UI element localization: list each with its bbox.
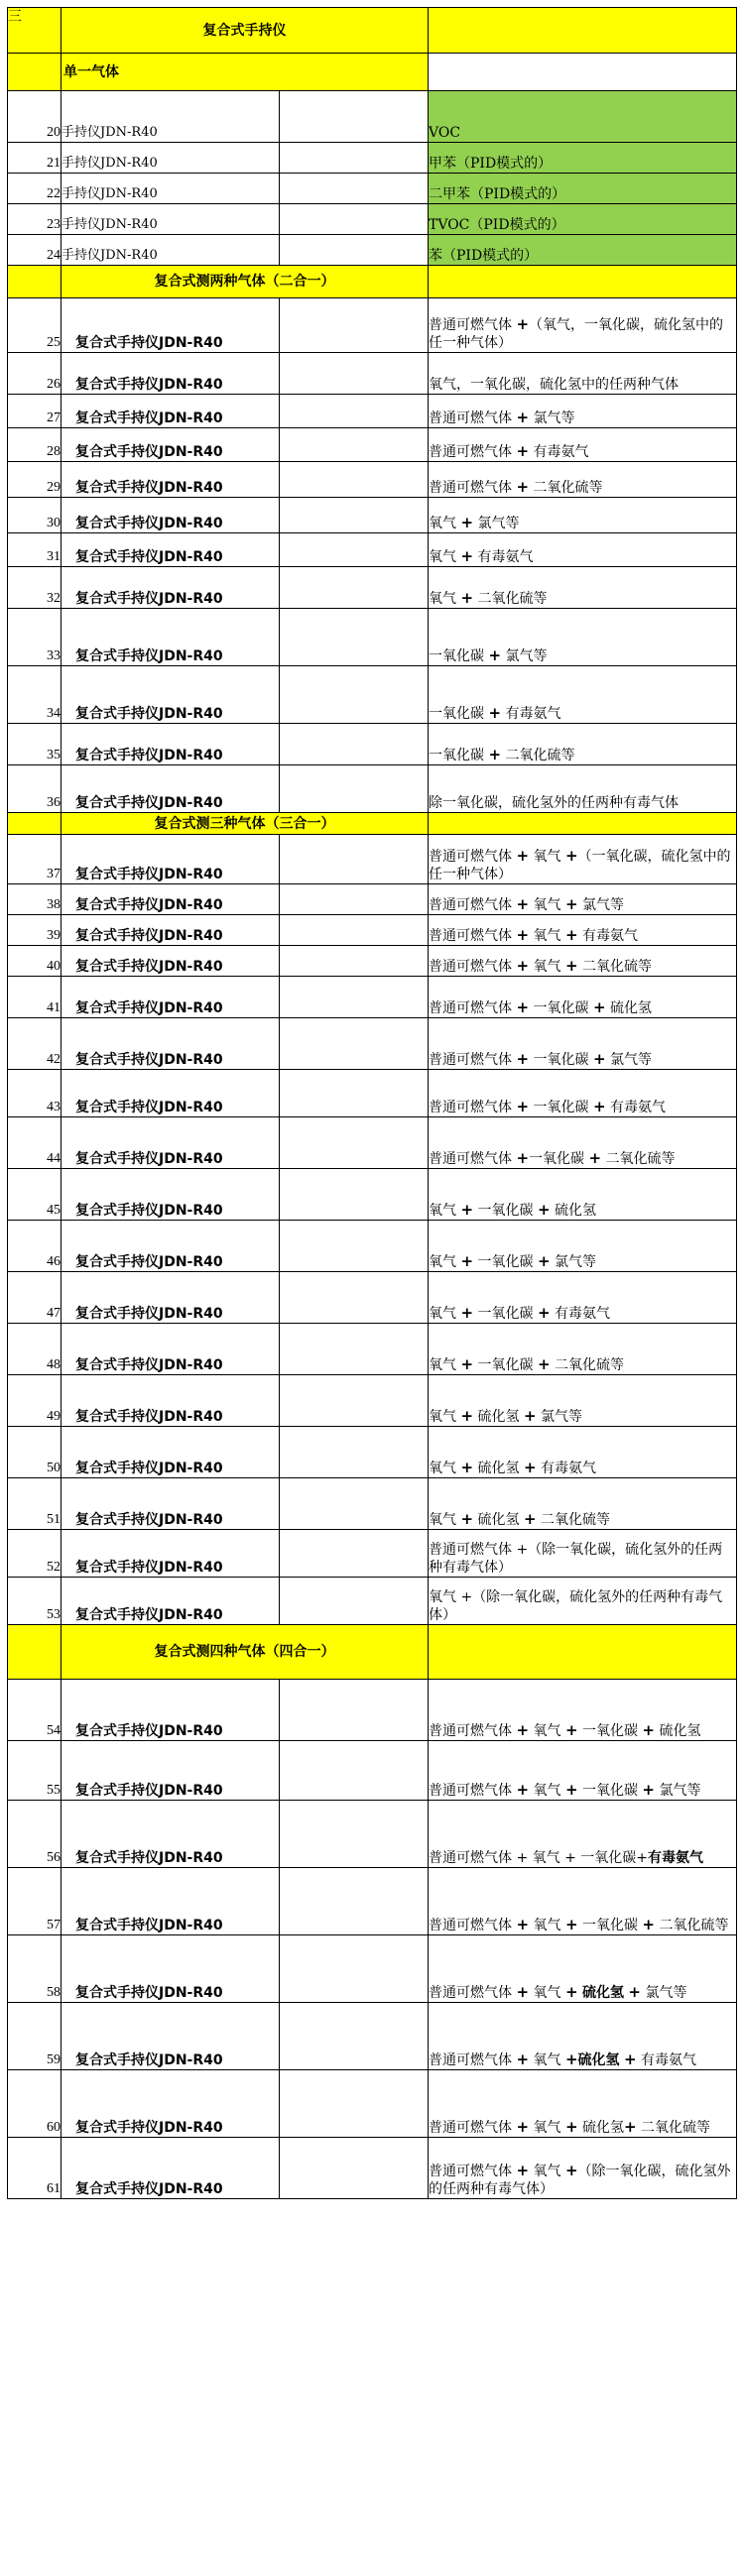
- blank-cell: [280, 498, 429, 533]
- row-number: 46: [8, 1221, 62, 1272]
- table-row: [8, 1272, 737, 1324]
- row-number: 36: [8, 765, 62, 813]
- row-number: 37: [8, 835, 62, 884]
- gas-description: 普通可燃气体 +（氧气，一氧化碳，硫化氢中的任一种气体）: [429, 298, 737, 353]
- blank-cell: [280, 567, 429, 609]
- product-name: 复合式手持仪JDN-R40: [62, 567, 280, 609]
- table-row: [8, 1801, 737, 1868]
- gas-description: 一氧化碳 + 二氧化硫等: [429, 724, 737, 765]
- subsection-blank-cell: [8, 54, 62, 91]
- table-row: [8, 204, 737, 235]
- product-name: 复合式手持仪JDN-R40: [62, 1221, 280, 1272]
- gas-description: 苯（PID模式的）: [429, 235, 737, 266]
- table-row: [8, 835, 737, 884]
- product-table: [7, 7, 737, 2199]
- product-name: 手持仪JDN-R40: [62, 235, 280, 266]
- product-name: 复合式手持仪JDN-R40: [62, 2070, 280, 2138]
- row-number: 25: [8, 298, 62, 353]
- row-number: 45: [8, 1169, 62, 1221]
- gas-description: 氧气 + 一氧化碳 + 氯气等: [429, 1221, 737, 1272]
- gas-description: 普通可燃气体 + 一氧化碳 + 氯气等: [429, 1018, 737, 1070]
- subsection-desc-cell: [429, 54, 737, 91]
- product-name: 复合式手持仪JDN-R40: [62, 353, 280, 395]
- blank-cell: [280, 204, 429, 235]
- product-name: 手持仪JDN-R40: [62, 174, 280, 204]
- blank-cell: [280, 428, 429, 462]
- blank-cell: [280, 174, 429, 204]
- blank-cell: [280, 946, 429, 977]
- table-row: [8, 915, 737, 946]
- row-number: 20: [8, 91, 62, 143]
- row-number: 39: [8, 915, 62, 946]
- table-row: [8, 428, 737, 462]
- product-name: 手持仪JDN-R40: [62, 204, 280, 235]
- blank-cell: [280, 2138, 429, 2199]
- table-row: [8, 977, 737, 1018]
- gas-description: 普通可燃气体 +一氧化碳 + 二氧化硫等: [429, 1117, 737, 1169]
- row-number: 29: [8, 462, 62, 498]
- row-number: 52: [8, 1530, 62, 1578]
- table-row: [8, 235, 737, 266]
- product-name: 复合式手持仪JDN-R40: [62, 765, 280, 813]
- gas-description: 普通可燃气体 + 二氧化硫等: [429, 462, 737, 498]
- table-row: [8, 1018, 737, 1070]
- table-row: [8, 1427, 737, 1478]
- blank-cell: [280, 91, 429, 143]
- blank-cell: [280, 1169, 429, 1221]
- row-number: 30: [8, 498, 62, 533]
- gas-description: 普通可燃气体 +（除一氧化碳，硫化氢外的任两种有毒气体）: [429, 1530, 737, 1578]
- table-row: [8, 1324, 737, 1375]
- product-name: 复合式手持仪JDN-R40: [62, 298, 280, 353]
- blank-cell: [280, 2070, 429, 2138]
- gas-description: 普通可燃气体 + 氧气 +硫化氢 + 有毒氨气: [429, 2003, 737, 2070]
- product-name: 复合式手持仪JDN-R40: [62, 1427, 280, 1478]
- product-name: 复合式手持仪JDN-R40: [62, 1478, 280, 1530]
- product-name: 复合式手持仪JDN-R40: [62, 1324, 280, 1375]
- blank-cell: [280, 533, 429, 567]
- row-number: 33: [8, 609, 62, 666]
- table-row: [8, 1117, 737, 1169]
- table-row: [8, 2138, 737, 2199]
- gas-description: 普通可燃气体 + 氯气等: [429, 395, 737, 428]
- section-title: 复合式手持仪: [62, 8, 429, 54]
- gas-description: 氧气 + 一氧化碳 + 二氧化硫等: [429, 1324, 737, 1375]
- subsection-blank-cell: [8, 266, 62, 298]
- row-number: 41: [8, 977, 62, 1018]
- table-row: [8, 143, 737, 174]
- table-row: [8, 567, 737, 609]
- blank-cell: [280, 765, 429, 813]
- blank-cell: [280, 1530, 429, 1578]
- table-row: [8, 1578, 737, 1625]
- gas-description: 普通可燃气体 + 氧气 + 一氧化碳 + 硫化氢: [429, 1680, 737, 1741]
- blank-cell: [280, 1070, 429, 1117]
- table-row: [8, 1741, 737, 1801]
- row-number: 48: [8, 1324, 62, 1375]
- gas-description: 二甲苯（PID模式的）: [429, 174, 737, 204]
- gas-description: 普通可燃气体 + 氧气 + 一氧化碳+有毒氨气: [429, 1801, 737, 1868]
- row-number: 21: [8, 143, 62, 174]
- subsection-title: 复合式测两种气体（二合一）: [62, 266, 429, 298]
- product-name: 复合式手持仪JDN-R40: [62, 2138, 280, 2199]
- blank-cell: [280, 1741, 429, 1801]
- gas-description: 氧气 + 硫化氢 + 有毒氨气: [429, 1427, 737, 1478]
- product-name: 复合式手持仪JDN-R40: [62, 609, 280, 666]
- gas-description: 氧气 + 有毒氨气: [429, 533, 737, 567]
- gas-description: 普通可燃气体 + 一氧化碳 + 有毒氨气: [429, 1070, 737, 1117]
- row-number: 53: [8, 1578, 62, 1625]
- row-number: 35: [8, 724, 62, 765]
- gas-description: 普通可燃气体 + 氧气 + 硫化氢+ 二氧化硫等: [429, 2070, 737, 2138]
- gas-description: 氧气 + 一氧化碳 + 有毒氨气: [429, 1272, 737, 1324]
- product-table-body: [8, 8, 737, 2199]
- blank-cell: [280, 609, 429, 666]
- subsection-title: 单一气体: [62, 54, 429, 91]
- blank-cell: [280, 724, 429, 765]
- row-number: 44: [8, 1117, 62, 1169]
- product-name: 复合式手持仪JDN-R40: [62, 1935, 280, 2003]
- blank-cell: [280, 1324, 429, 1375]
- gas-description: 氧气 + 二氧化硫等: [429, 567, 737, 609]
- table-row: [8, 609, 737, 666]
- product-name: 复合式手持仪JDN-R40: [62, 977, 280, 1018]
- product-name: 复合式手持仪JDN-R40: [62, 498, 280, 533]
- row-number: 50: [8, 1427, 62, 1478]
- product-name: 复合式手持仪JDN-R40: [62, 428, 280, 462]
- blank-cell: [280, 1117, 429, 1169]
- product-name: 复合式手持仪JDN-R40: [62, 915, 280, 946]
- gas-description: 氧气 + 一氧化碳 + 硫化氢: [429, 1169, 737, 1221]
- row-number: 57: [8, 1868, 62, 1935]
- blank-cell: [280, 1018, 429, 1070]
- gas-description: 普通可燃气体 + 有毒氨气: [429, 428, 737, 462]
- table-row: [8, 724, 737, 765]
- blank-cell: [280, 1680, 429, 1741]
- blank-cell: [280, 1935, 429, 2003]
- blank-cell: [280, 1221, 429, 1272]
- product-name: 复合式手持仪JDN-R40: [62, 1272, 280, 1324]
- table-row: [8, 298, 737, 353]
- row-number: 31: [8, 533, 62, 567]
- product-name: 复合式手持仪JDN-R40: [62, 1375, 280, 1427]
- row-number: 32: [8, 567, 62, 609]
- gas-description: 普通可燃气体 + 氧气 + 二氧化硫等: [429, 946, 737, 977]
- gas-description: 普通可燃气体 + 氧气 +（除一氧化碳，硫化氢外的任两种有毒气体）: [429, 2138, 737, 2199]
- blank-cell: [280, 1427, 429, 1478]
- subsection-header-row: [8, 813, 737, 835]
- subsection-blank-cell: [8, 813, 62, 835]
- product-name: 复合式手持仪JDN-R40: [62, 1578, 280, 1625]
- blank-cell: [280, 462, 429, 498]
- product-name: 复合式手持仪JDN-R40: [62, 462, 280, 498]
- table-row: [8, 1221, 737, 1272]
- blank-cell: [280, 1272, 429, 1324]
- table-row: [8, 462, 737, 498]
- product-name: 复合式手持仪JDN-R40: [62, 1070, 280, 1117]
- subsection-desc-cell: [429, 1625, 737, 1680]
- blank-cell: [280, 353, 429, 395]
- blank-cell: [280, 915, 429, 946]
- blank-cell: [280, 143, 429, 174]
- blank-cell: [280, 835, 429, 884]
- blank-cell: [280, 884, 429, 915]
- row-number: 61: [8, 2138, 62, 2199]
- row-number: 59: [8, 2003, 62, 2070]
- row-number: 40: [8, 946, 62, 977]
- row-number: 47: [8, 1272, 62, 1324]
- product-name: 手持仪JDN-R40: [62, 91, 280, 143]
- table-row: [8, 666, 737, 724]
- gas-description: 普通可燃气体 + 氧气 + 氯气等: [429, 884, 737, 915]
- gas-description: TVOC（PID模式的）: [429, 204, 737, 235]
- table-row: [8, 1070, 737, 1117]
- gas-description: 氧气 + 硫化氢 + 二氧化硫等: [429, 1478, 737, 1530]
- blank-cell: [280, 1578, 429, 1625]
- blank-cell: [280, 235, 429, 266]
- gas-description: 氧气，一氧化碳，硫化氢中的任两种气体: [429, 353, 737, 395]
- product-name: 复合式手持仪JDN-R40: [62, 724, 280, 765]
- gas-description: 普通可燃气体 + 氧气 +（一氧化碳，硫化氢中的任一种气体）: [429, 835, 737, 884]
- row-number: 27: [8, 395, 62, 428]
- blank-cell: [280, 977, 429, 1018]
- product-name: 复合式手持仪JDN-R40: [62, 1801, 280, 1868]
- product-name: 复合式手持仪JDN-R40: [62, 1117, 280, 1169]
- product-name: 复合式手持仪JDN-R40: [62, 395, 280, 428]
- row-number: 54: [8, 1680, 62, 1741]
- table-row: [8, 1530, 737, 1578]
- row-number: 34: [8, 666, 62, 724]
- gas-description: 普通可燃气体 + 氧气 + 有毒氨气: [429, 915, 737, 946]
- subsection-desc-cell: [429, 813, 737, 835]
- table-row: [8, 1478, 737, 1530]
- gas-description: VOC: [429, 91, 737, 143]
- row-number: 43: [8, 1070, 62, 1117]
- table-row: [8, 498, 737, 533]
- row-number: 49: [8, 1375, 62, 1427]
- gas-description: 普通可燃气体 + 氧气 + 一氧化碳 + 氯气等: [429, 1741, 737, 1801]
- blank-cell: [280, 395, 429, 428]
- row-number: 42: [8, 1018, 62, 1070]
- table-row: [8, 1935, 737, 2003]
- product-name: 复合式手持仪JDN-R40: [62, 884, 280, 915]
- table-row: [8, 533, 737, 567]
- gas-description: 氧气 + 硫化氢 + 氯气等: [429, 1375, 737, 1427]
- subsection-desc-cell: [429, 266, 737, 298]
- row-number: 38: [8, 884, 62, 915]
- product-name: 手持仪JDN-R40: [62, 143, 280, 174]
- gas-description: 普通可燃气体 + 一氧化碳 + 硫化氢: [429, 977, 737, 1018]
- table-row: [8, 765, 737, 813]
- blank-cell: [280, 1375, 429, 1427]
- subsection-blank-cell: [8, 1625, 62, 1680]
- row-number: 28: [8, 428, 62, 462]
- table-row: [8, 1868, 737, 1935]
- product-name: 复合式手持仪JDN-R40: [62, 2003, 280, 2070]
- table-row: [8, 174, 737, 204]
- blank-cell: [280, 1801, 429, 1868]
- row-number: 23: [8, 204, 62, 235]
- blank-cell: [280, 666, 429, 724]
- product-name: 复合式手持仪JDN-R40: [62, 533, 280, 567]
- row-number: 55: [8, 1741, 62, 1801]
- product-name: 复合式手持仪JDN-R40: [62, 1169, 280, 1221]
- blank-cell: [280, 1868, 429, 1935]
- gas-description: 普通可燃气体 + 氧气 + 一氧化碳 + 二氧化硫等: [429, 1868, 737, 1935]
- table-row: [8, 91, 737, 143]
- subsection-title: 复合式测三种气体（三合一）: [62, 813, 429, 835]
- table-row: [8, 2070, 737, 2138]
- blank-cell: [280, 298, 429, 353]
- section-header-row: [8, 8, 737, 54]
- row-number: 60: [8, 2070, 62, 2138]
- row-number: 22: [8, 174, 62, 204]
- section-number: 三: [8, 8, 62, 54]
- subsection-header-row: [8, 266, 737, 298]
- gas-description: 甲苯（PID模式的）: [429, 143, 737, 174]
- subsection-header-row: [8, 54, 737, 91]
- product-name: 复合式手持仪JDN-R40: [62, 946, 280, 977]
- table-row: [8, 2003, 737, 2070]
- section-desc-cell: [429, 8, 737, 54]
- product-name: 复合式手持仪JDN-R40: [62, 1680, 280, 1741]
- subsection-header-row: [8, 1625, 737, 1680]
- row-number: 56: [8, 1801, 62, 1868]
- gas-description: 普通可燃气体 + 氧气 + 硫化氢 + 氯气等: [429, 1935, 737, 2003]
- table-row: [8, 884, 737, 915]
- table-row: [8, 946, 737, 977]
- product-name: 复合式手持仪JDN-R40: [62, 1868, 280, 1935]
- row-number: 51: [8, 1478, 62, 1530]
- gas-description: 氧气 +（除一氧化碳，硫化氢外的任两种有毒气体）: [429, 1578, 737, 1625]
- table-row: [8, 353, 737, 395]
- product-name: 复合式手持仪JDN-R40: [62, 1741, 280, 1801]
- row-number: 24: [8, 235, 62, 266]
- table-row: [8, 1169, 737, 1221]
- product-name: 复合式手持仪JDN-R40: [62, 835, 280, 884]
- gas-description: 氧气 + 氯气等: [429, 498, 737, 533]
- table-row: [8, 395, 737, 428]
- product-name: 复合式手持仪JDN-R40: [62, 666, 280, 724]
- row-number: 58: [8, 1935, 62, 2003]
- row-number: 26: [8, 353, 62, 395]
- gas-description: 一氧化碳 + 氯气等: [429, 609, 737, 666]
- blank-cell: [280, 1478, 429, 1530]
- product-name: 复合式手持仪JDN-R40: [62, 1530, 280, 1578]
- table-row: [8, 1375, 737, 1427]
- gas-description: 一氧化碳 + 有毒氨气: [429, 666, 737, 724]
- subsection-title: 复合式测四种气体（四合一）: [62, 1625, 429, 1680]
- product-name: 复合式手持仪JDN-R40: [62, 1018, 280, 1070]
- gas-description: 除一氧化碳，硫化氢外的任两种有毒气体: [429, 765, 737, 813]
- blank-cell: [280, 2003, 429, 2070]
- table-row: [8, 1680, 737, 1741]
